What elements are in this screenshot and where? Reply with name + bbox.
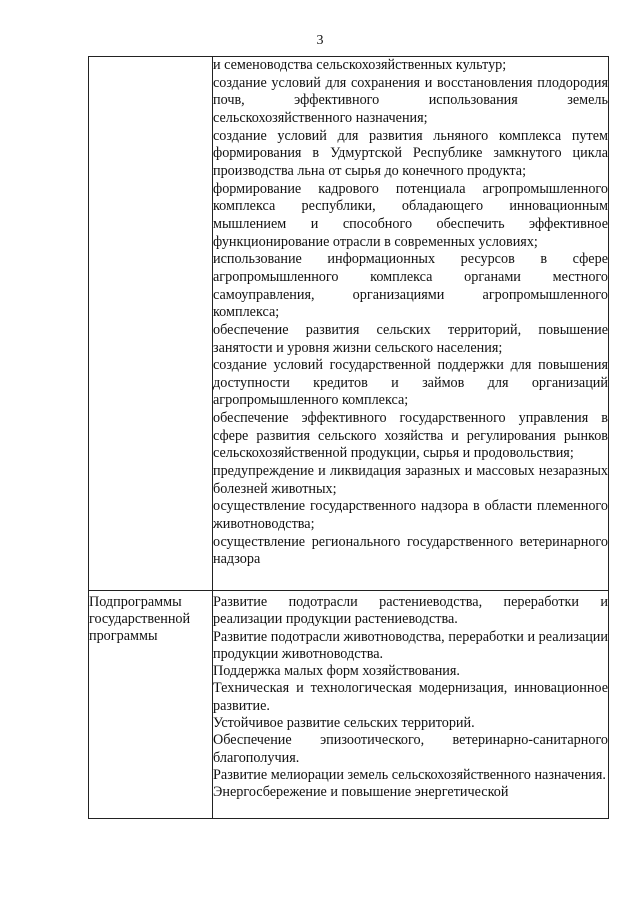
list-item: Техническая и технологическая модернизация, инновационное развитие. <box>213 680 608 714</box>
row-label: Подпрограммы государственной программы <box>89 591 213 819</box>
page-number: 3 <box>316 33 324 48</box>
list-item: формирование кадрового потенциала агропромышленного комплекса республики, обладающего инновационным мышлением и способного обеспечить эффективное функционирование отрасли в современных условиях; <box>213 180 608 250</box>
list-item: Развитие подотрасли растениеводства, переработки и реализации продукции растениеводства. <box>213 594 608 628</box>
list-item: Развитие мелиорации земель сельскохозяйственного назначения. <box>213 766 606 783</box>
list-item: осуществление государственного надзора в области племенного животноводства; <box>213 498 608 533</box>
list-item: обеспечение эффективного государственного управления в сфере развития сельского хозяйства и регулирования рынков сельскохозяйственной продукции, сырья и продовольствия; <box>213 410 608 462</box>
list-item: создание условий государственной поддержки для повышения доступности кредитов и займов для организаций агропромышленного комплекса; <box>213 357 608 409</box>
list-item: Поддержка малых форм хозяйствования. <box>213 663 460 680</box>
list-item: и семеноводства сельскохозяйственных культур; <box>213 57 507 73</box>
table-row <box>89 591 609 819</box>
program-passport-table <box>88 56 609 819</box>
list-item: Развитие подотрасли животноводства, переработки и реализации продукции животноводства. <box>213 628 608 662</box>
list-item: Устойчивое развитие сельских территорий. <box>213 715 475 732</box>
table-row <box>89 57 609 591</box>
list-item: использование информационных ресурсов в сфере агропромышленного комплекса органами местного самоуправления, организациями агропромышленного комплекса; <box>213 251 608 321</box>
row-content <box>213 591 609 819</box>
list-item: создание условий для развития льняного комплекса путем формирования в Удмуртской Республике замкнутого цикла производства льна от сырья до конечного продукта; <box>213 127 608 179</box>
list-item: обеспечение развития сельских территорий, повышение занятости и уровня жизни сельского населения; <box>213 321 608 356</box>
row-content <box>213 57 609 591</box>
list-item: предупреждение и ликвидация заразных и массовых незаразных болезней животных; <box>213 463 608 497</box>
list-item: осуществление регионального государственного ветеринарного надзора <box>213 533 608 568</box>
list-item: Обеспечение эпизоотического, ветеринарно-санитарного благополучия. <box>213 732 608 766</box>
list-item: Энергосбережение и повышение энергетической <box>213 784 509 801</box>
row-label <box>89 57 213 591</box>
list-item: создание условий для сохранения и восстановления плодородия почв, эффективного использования земель сельскохозяйственного назначения; <box>213 74 608 126</box>
